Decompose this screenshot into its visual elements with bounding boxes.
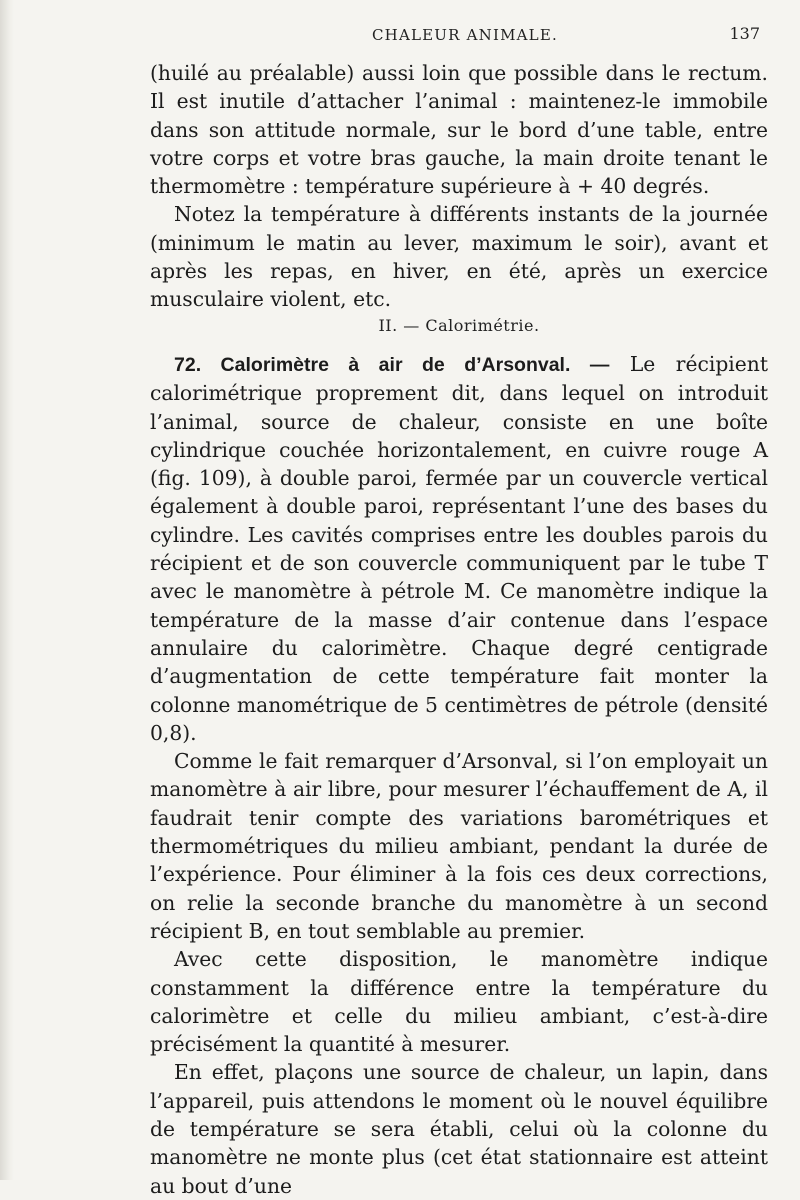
page-number: 137 <box>729 24 760 43</box>
top-text-block <box>150 59 768 314</box>
paragraph-text: Le récipient calorimétrique proprement dit, dans lequel on introduit l’animal, source de chaleur, consiste en une boîte cylindrique couchée horizontalement, en cuivre rouge A (fig. 109), à double paroi, fermée par un couvercle vertical également à double paroi, représentant l’une des bases du cylindre. Les cavités comprises entre les doubles parois du récipient et de son couvercle communiquent par le tube T avec le manomètre à pétrole M. Ce manomètre indique la température de la masse d’air contenue dans l’espace annulaire du calorimètre. Chaque degré centigrade d’augmentation de cette température fait monter la colonne manométrique de 5 centimètres de pétrole (densité 0,8). <box>150 352 769 745</box>
article-title: 72. Calorimètre à air de d’Arsonval. — <box>174 354 610 376</box>
paragraph: Comme le fait remarquer d’Arsonval, si l’on employait un manomètre à air libre, pour mesurer l’échauffement de A, il faudrait tenir compte des variations barométriques et thermométriques du milieu ambiant, pendant la durée de l’expérience. Pour éliminer à la fois ces deux corrections, on relie la seconde branche du manomètre à un second récipient B, en tout semblable au premier. <box>150 749 768 943</box>
paragraph: En effet, plaçons une source de chaleur, un lapin, dans l’appareil, puis attendons le moment où le nouvel équilibre de température se sera établi, celui où la colonne du manomètre ne monte plus (cet état stationnaire est atteint au bout d’une <box>150 1060 768 1198</box>
article-first-paragraph <box>150 350 768 747</box>
paragraph: (huilé au préalable) aussi loin que possible dans le rectum. Il est inutile d’attacher l’animal : maintenez-le immobile dans son attitude normale, sur le bord d’une table, entre votre corps et votre bras gauche, la main droite tenant le thermomètre : température supérieure à + 40 degrés. <box>150 61 768 199</box>
paragraph: Avec cette disposition, le manomètre indique constamment la différence entre la température du calorimètre et celle du milieu ambiant, c’est-à-dire précisément la quantité à mesurer. <box>150 947 768 1057</box>
running-header: CHALEUR ANIMALE. <box>372 26 558 44</box>
section-heading: II. — Calorimétrie. <box>378 316 540 335</box>
article-text-block <box>150 350 768 1200</box>
paragraph: Notez la température à différents instants de la journée (minimum le matin au lever, maximum le soir), avant et après les repas, en hiver, en été, après un exercice musculaire violent, etc. <box>150 202 768 312</box>
page-gutter-shadow <box>0 0 14 1180</box>
